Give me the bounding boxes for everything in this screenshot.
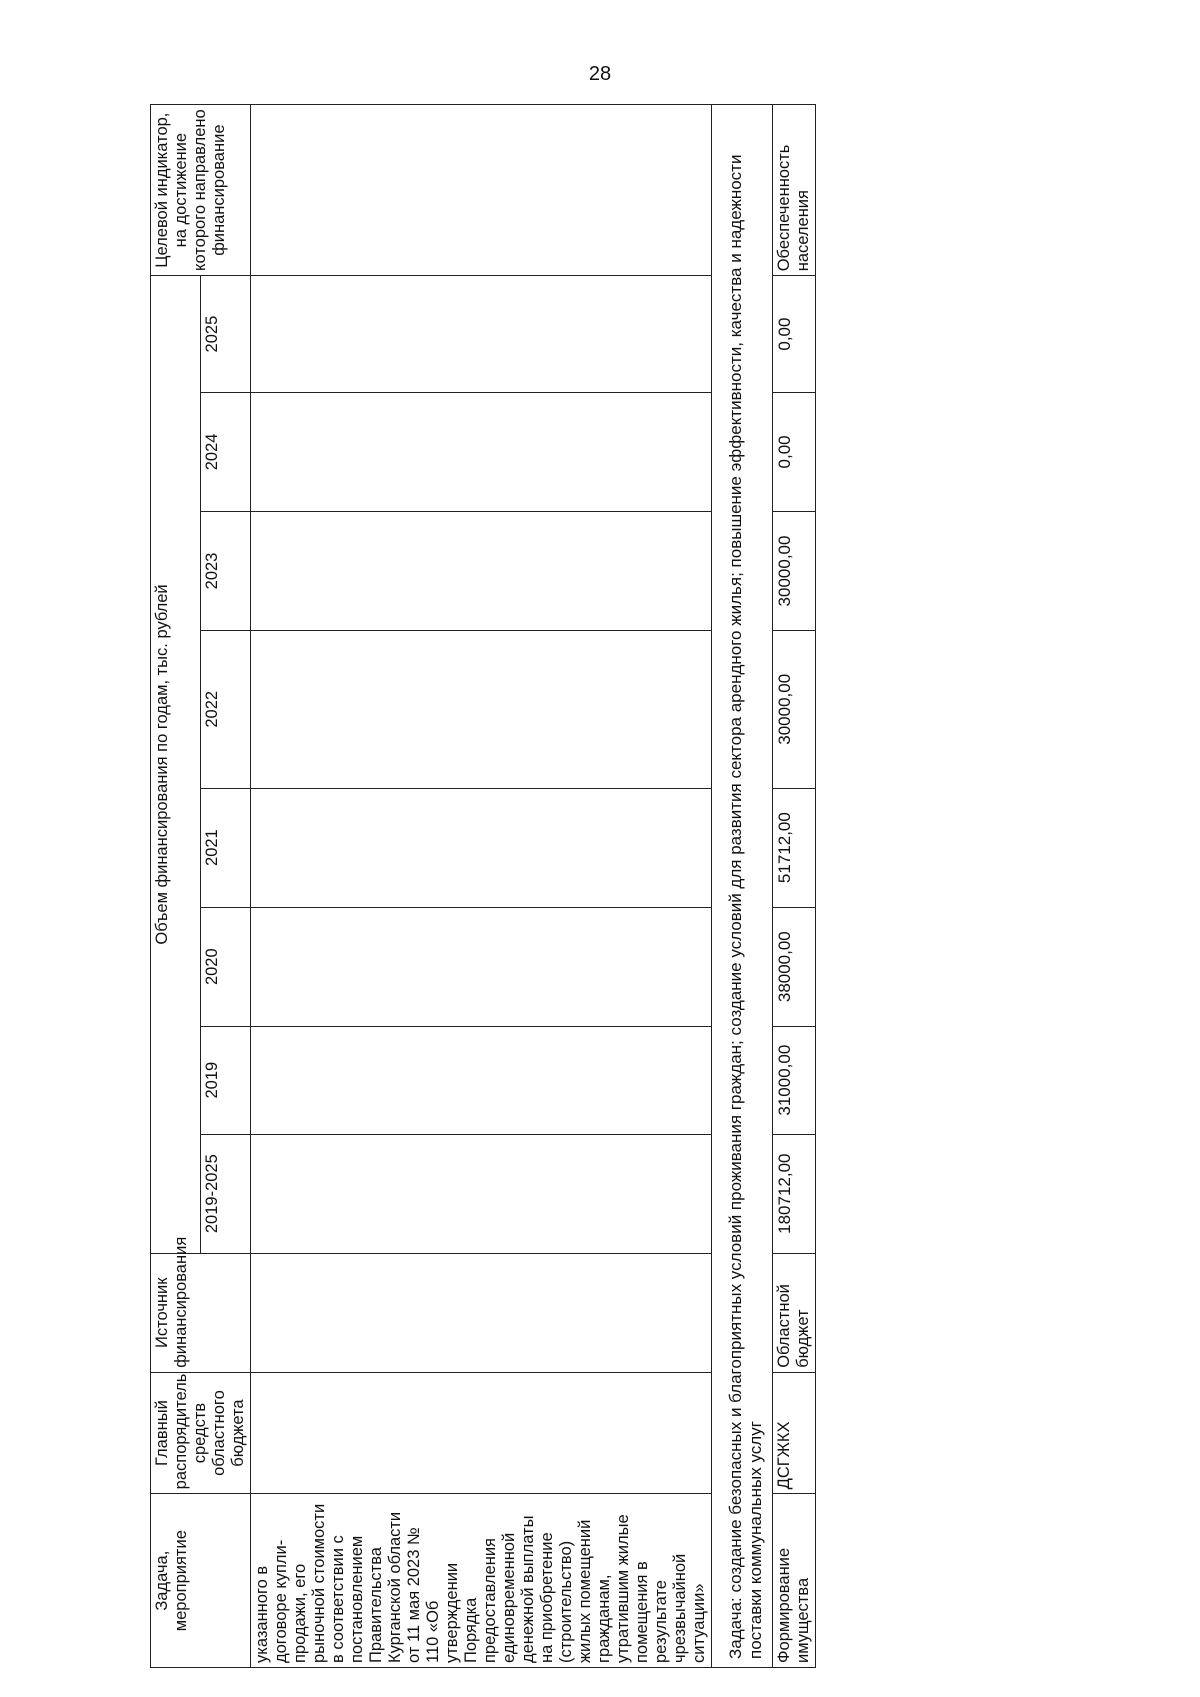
continued-event-text: указанного в договоре купли-продажи, его рыночной стоимости в соответствии с постановлением Правительства Курганской области от 11 мая 2023 № 110 «Об утверждении Порядка предоставления единовременной денежной выплаты на приобретение (строительство) жилых помещений гражданам, утратившим жилые помещения в результате чрезвычайной ситуации» — [251, 1494, 712, 1668]
indicator-text: Обеспеченность населения — [773, 105, 816, 276]
empty-cell — [251, 631, 712, 789]
source-name: Областной бюджет — [773, 1253, 816, 1372]
task-row — [712, 105, 773, 1668]
empty-cell — [251, 1372, 712, 1494]
value-cell: 180712,00 — [773, 1134, 816, 1253]
page-number: 28 — [588, 63, 612, 85]
header-indicator: Целевой индикатор, на достижение которого направлено финансирование — [151, 105, 251, 276]
empty-cell — [251, 907, 712, 1026]
value-cell: 30000,00 — [773, 511, 816, 630]
value-cell: 38000,00 — [773, 907, 816, 1026]
value-cell: 0,00 — [773, 392, 816, 511]
empty-cell — [251, 1253, 712, 1372]
value-cell: 51712,00 — [773, 788, 816, 907]
header-year: 2022 — [201, 631, 251, 789]
header-year: 2019 — [201, 1026, 251, 1134]
value-cell: 31000,00 — [773, 1026, 816, 1134]
header-year: 2020 — [201, 907, 251, 1026]
empty-cell — [251, 276, 712, 393]
header-manager: Главный распорядитель средств областного бюджета — [151, 1372, 251, 1494]
header-year: 2019-2025 — [201, 1134, 251, 1253]
rotated-table-container — [150, 104, 1140, 1668]
value-cell: 0,00 — [773, 276, 816, 393]
header-year: 2021 — [201, 788, 251, 907]
empty-cell — [251, 105, 712, 276]
header-task-event: Задача, мероприятие — [151, 1494, 251, 1668]
continued-event-row — [251, 105, 712, 1668]
empty-cell — [251, 392, 712, 511]
empty-cell — [251, 1134, 712, 1253]
manager-name: ДСГЖКХ — [773, 1372, 816, 1494]
empty-cell — [251, 788, 712, 907]
value-cell: 30000,00 — [773, 631, 816, 789]
data-row — [773, 105, 816, 1668]
header-volume-group: Объем финансирования по годам, тыс. рублей — [151, 276, 201, 1253]
header-year: 2024 — [201, 392, 251, 511]
financing-table — [150, 104, 816, 1668]
header-year: 2023 — [201, 511, 251, 630]
empty-cell — [251, 1026, 712, 1134]
empty-cell — [251, 511, 712, 630]
header-source: Источник финансирования — [151, 1253, 251, 1372]
event-name: Формирование имущества — [773, 1494, 816, 1668]
header-row-1 — [151, 105, 201, 1668]
task-text: Задача: создание безопасных и благоприятных условий проживания граждан; создание условий для развития сектора арендного жилья; повышение эффективности, качества и надежности поставки коммунальных услуг — [712, 105, 773, 1668]
header-year: 2025 — [201, 276, 251, 393]
